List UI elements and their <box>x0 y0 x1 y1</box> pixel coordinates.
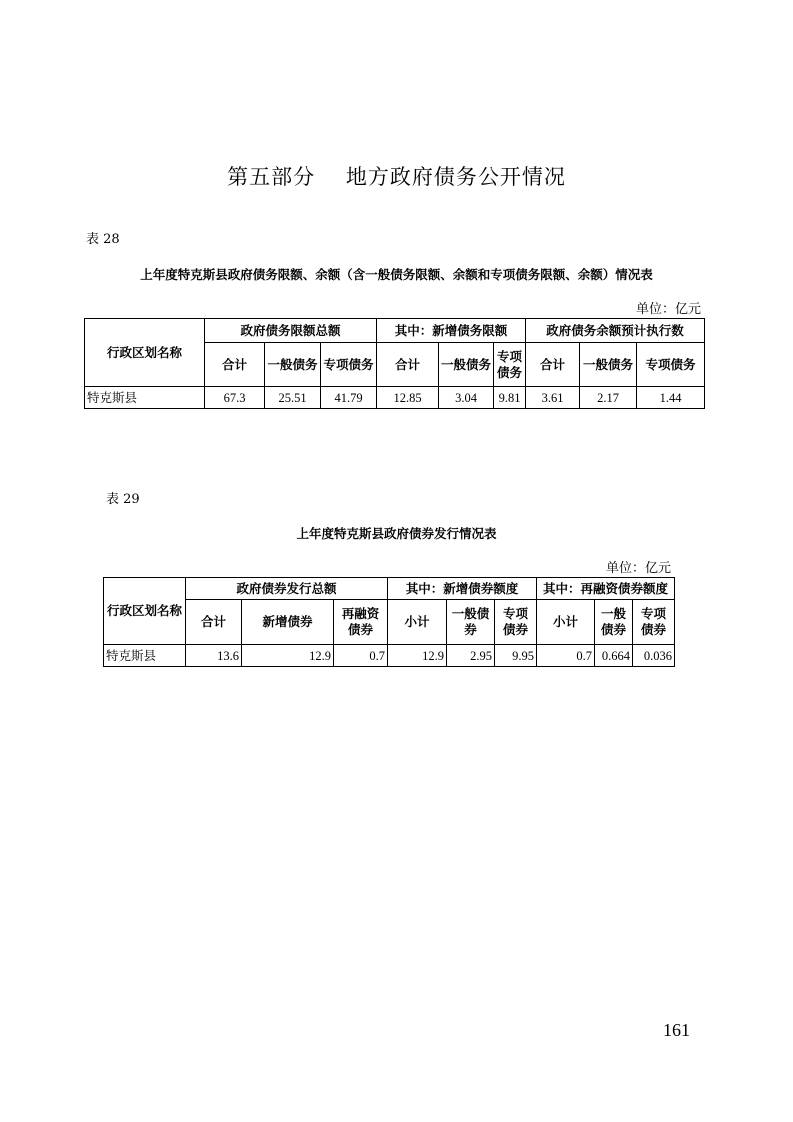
t28-header-group1: 政府债务限额总额 <box>205 319 377 343</box>
t29-header-total: 合计 <box>186 600 242 645</box>
table29-unit: 单位：亿元 <box>605 561 671 576</box>
t29-header-special-1: 专项债券 <box>495 600 537 645</box>
t28-header-general-1: 一般债务 <box>265 343 321 387</box>
t29-header-refinancing-bonds: 再融资债券 <box>334 600 388 645</box>
t29-cell: 13.6 <box>186 645 242 667</box>
table29-label: 表 29 <box>106 492 140 507</box>
t29-cell: 0.7 <box>537 645 595 667</box>
t29-header-general-1: 一般债券 <box>447 600 495 645</box>
t29-header-group3: 其中：再融资债券额度 <box>537 578 675 600</box>
t28-header-general-3: 一般债务 <box>580 343 637 387</box>
t28-header-group3: 政府债务余额预计执行数 <box>526 319 705 343</box>
t29-cell: 0.7 <box>334 645 388 667</box>
t29-header-region: 行政区划名称 <box>104 578 186 645</box>
t29-cell: 12.9 <box>242 645 334 667</box>
t29-header-group2: 其中：新增债券额度 <box>388 578 537 600</box>
t29-row-name: 特克斯县 <box>104 645 186 667</box>
t28-cell: 1.44 <box>637 387 705 409</box>
t28-header-special-1: 专项债务 <box>321 343 377 387</box>
t28-cell: 67.3 <box>205 387 265 409</box>
t29-header-special-2: 专项债券 <box>633 600 675 645</box>
t28-cell: 12.85 <box>377 387 439 409</box>
t28-cell: 9.81 <box>494 387 526 409</box>
table28-unit: 单位：亿元 <box>635 302 701 317</box>
t28-cell: 41.79 <box>321 387 377 409</box>
page-number: 161 <box>663 1020 690 1040</box>
t29-cell: 2.95 <box>447 645 495 667</box>
t28-cell: 2.17 <box>580 387 637 409</box>
table28-label: 表 28 <box>86 232 120 247</box>
t28-header-general-2: 一般债务 <box>439 343 494 387</box>
t29-cell: 0.036 <box>633 645 675 667</box>
page-title: 第五部分 地方政府债务公开情况 <box>227 165 566 189</box>
t29-header-general-2: 一般债券 <box>595 600 633 645</box>
t28-header-total-2: 合计 <box>377 343 439 387</box>
t28-header-total-1: 合计 <box>205 343 265 387</box>
t28-cell: 3.04 <box>439 387 494 409</box>
table29-caption: 上年度特克斯县政府债券发行情况表 <box>296 526 497 541</box>
t29-cell: 12.9 <box>388 645 447 667</box>
t28-cell: 25.51 <box>265 387 321 409</box>
t29-cell: 9.95 <box>495 645 537 667</box>
t29-header-group1: 政府债券发行总额 <box>186 578 388 600</box>
t29-header-new-bonds: 新增债券 <box>242 600 334 645</box>
t28-header-special-2: 专项债务 <box>494 343 526 387</box>
t28-header-group2: 其中：新增债务限额 <box>377 319 526 343</box>
table-row <box>85 387 705 409</box>
table29 <box>103 577 675 667</box>
t28-row-name: 特克斯县 <box>85 387 205 409</box>
table28-caption: 上年度特克斯县政府债务限额、余额（含一般债务限额、余额和专项债务限额、余额）情况表 <box>140 267 653 282</box>
t28-header-special-3: 专项债务 <box>637 343 705 387</box>
table28 <box>84 318 705 409</box>
t29-header-subtotal-1: 小计 <box>388 600 447 645</box>
t29-cell: 0.664 <box>595 645 633 667</box>
t28-header-total-3: 合计 <box>526 343 580 387</box>
t28-header-region: 行政区划名称 <box>85 319 205 387</box>
t29-header-subtotal-2: 小计 <box>537 600 595 645</box>
t28-cell: 3.61 <box>526 387 580 409</box>
table-row <box>104 645 675 667</box>
